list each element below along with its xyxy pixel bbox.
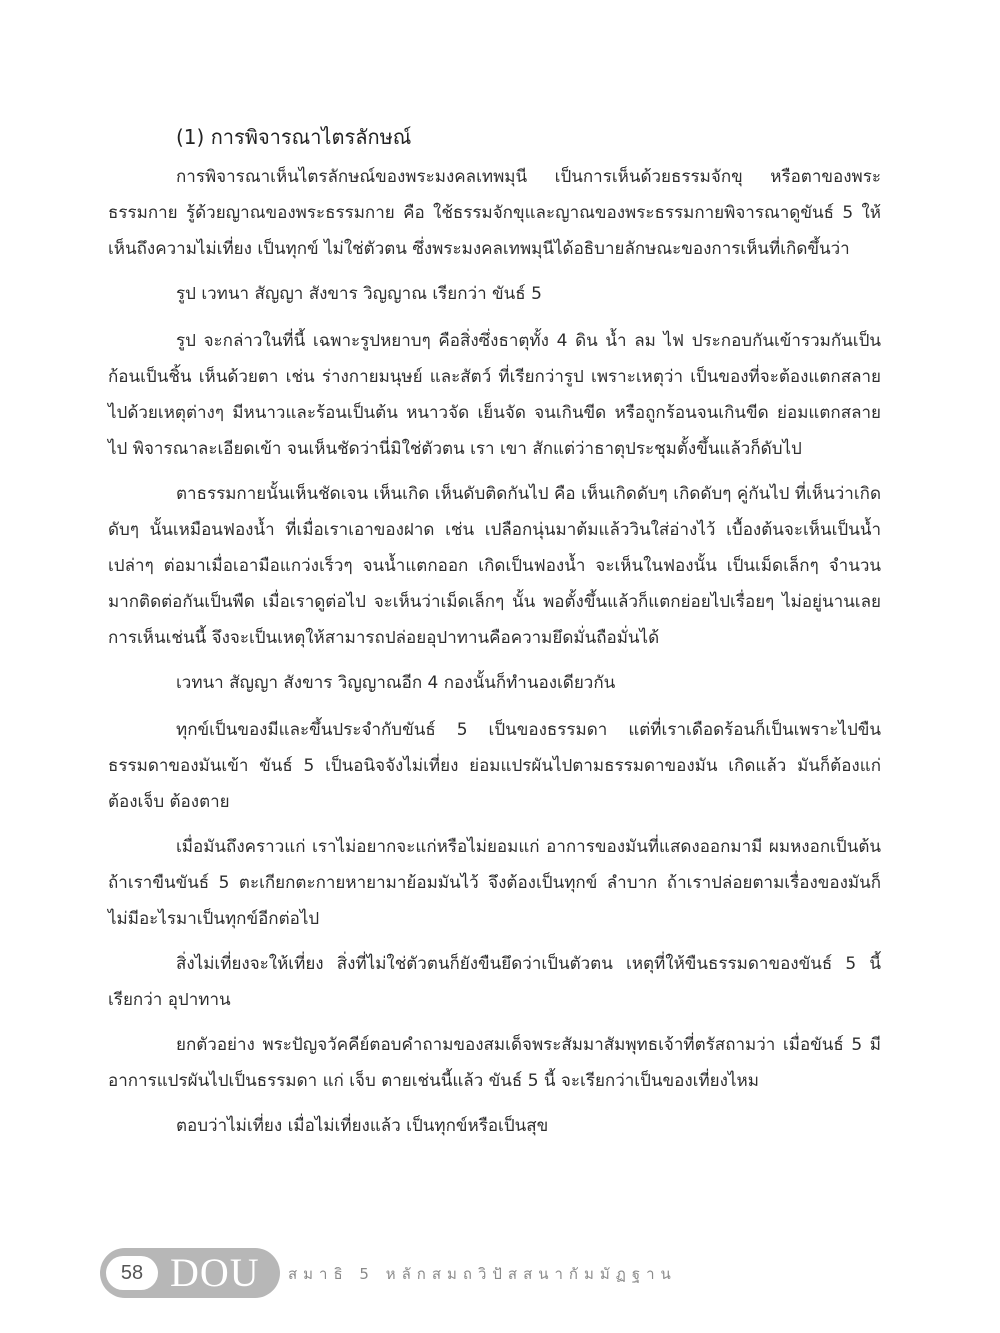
section-heading: (1) การพิจารณาไตรลักษณ์ xyxy=(176,125,412,149)
running-title: สมาธิ 5 หลักสมถวิปัสสนากัมมัฏฐาน xyxy=(288,1265,677,1283)
paragraph: เมื่อมันถึงคราวแก่ เราไม่อยากจะแก่หรือไม่ยอมแก่ อาการของมันที่แสดงออกมามี ผมหงอกเป็นต้น ถ้าเราขืนขันธ์ 5 ตะเกียกตะกายหายามาย้อมมันไว้ จึงต้องเป็นทุกข์ ลำบาก ถ้าเราปล่อยตามเรื่องของมันก็ไม่มีอะไรมาเป็นทุกข์อีกต่อไป xyxy=(108,837,881,929)
dou-logo: DOU xyxy=(170,1250,260,1295)
paragraph: ตาธรรมกายนั้นเห็นชัดเจน เห็นเกิด เห็นดับติดกันไป คือ เห็นเกิดดับๆ เกิดดับๆ คู่กันไป ที่เห็นว่าเกิดดับๆ นั้นเหมือนฟองน้ำ ที่เมื่อเราเอาของฝาด เช่น เปลือกนุ่นมาต้มแล้ววินใส่อ่างไว้ เบื้องต้นจะเห็นเป็นน้ำเปล่าๆ ต่อมาเมื่อเอามือแกว่งเร็วๆ จนน้ำแตกออก เกิดเป็นฟองน้ำ จะเห็นในฟองนั้น เป็นเม็ดเล็กๆ จำนวนมากติดต่อกันเป็นพืด เมื่อเราดูต่อไป จะเห็นว่าเม็ดเล็กๆ นั้น พอตั้งขึ้นแล้วก็แตกย่อยไปเรื่อยๆ ไม่อยู่นานเลย การเห็นเช่นนี้ จึงจะเป็นเหตุให้สามารถปล่อยอุปาทานคือความยึดมั่นถือมั่นได้ xyxy=(108,484,881,648)
paragraph: การพิจารณาเห็นไตรลักษณ์ของพระมงคลเทพมุนี เป็นการเห็นด้วยธรรมจักขุ หรือตาของพระธรรมกาย รู้ด้วยญาณของพระธรรมกาย คือ ใช้ธรรมจักขุและญาณของพระธรรมกายพิจารณาดูขันธ์ 5 ให้เห็นถึงความไม่เที่ยง เป็นทุกข์ ไม่ใช่ตัวตน ซึ่งพระมงคลเทพมุนีได้อธิบายลักษณะของการเห็นที่เกิดขึ้นว่า xyxy=(108,167,881,259)
paragraph: รูป เวทนา สัญญา สังขาร วิญญาณ เรียกว่า ขันธ์ 5 xyxy=(176,284,542,304)
page-footer xyxy=(100,1248,800,1300)
paragraph: ตอบว่าไม่เที่ยง เมื่อไม่เที่ยงแล้ว เป็นทุกข์หรือเป็นสุข xyxy=(176,1116,549,1136)
paragraph: สิ่งไม่เที่ยงจะให้เที่ยง สิ่งที่ไม่ใช่ตัวตนก็ยังขืนยึดว่าเป็นตัวตน เหตุที่ให้ขืนธรรมดาของขันธ์ 5 นี้ เรียกว่า อุปาทาน xyxy=(108,954,881,1010)
paragraph: ทุกข์เป็นของมีและขึ้นประจำกับขันธ์ 5 เป็นของธรรมดา แต่ที่เราเดือดร้อนก็เป็นเพราะไปขืนธรรมดาของมันเข้า ขันธ์ 5 เป็นอนิจจังไม่เที่ยง ย่อมแปรผันไปตามธรรมดาของมัน เกิดแล้ว มันก็ต้องแก่ ต้องเจ็บ ต้องตาย xyxy=(108,720,881,812)
paragraph: ยกตัวอย่าง พระปัญจวัคคีย์ตอบคำถามของสมเด็จพระสัมมาสัมพุทธเจ้าที่ตรัสถามว่า เมื่อขันธ์ 5 มีอาการแปรผันไปเป็นธรรมดา แก่ เจ็บ ตายเช่นนี้แล้ว ขันธ์ 5 นี้ จะเรียกว่าเป็นของเที่ยงไหม xyxy=(108,1035,881,1091)
paragraph: รูป จะกล่าวในที่นี้ เฉพาะรูปหยาบๆ คือสิ่งซึ่งธาตุทั้ง 4 ดิน น้ำ ลม ไฟ ประกอบกันเข้ารวมกันเป็นก้อนเป็นชิ้น เห็นด้วยตา เช่น ร่างกายมนุษย์ และสัตว์ ที่เรียกว่ารูป เพราะเหตุว่า เป็นของที่จะต้องแตกสลายไปด้วยเหตุต่างๆ มีหนาวและร้อนเป็นต้น หนาวจัด เย็นจัด จนเกินขีด หรือถูกร้อนจนเกินขีด ย่อมแตกสลายไป พิจารณาละเอียดเข้า จนเห็นชัดว่านี่มิใช่ตัวตน เรา เขา สักแต่ว่าธาตุประชุมตั้งขึ้นแล้วก็ดับไป xyxy=(108,331,881,459)
paragraph: เวทนา สัญญา สังขาร วิญญาณอีก 4 กองนั้นก็ทำนองเดียวกัน xyxy=(176,673,616,693)
page-number: 58 xyxy=(106,1256,158,1290)
page-content xyxy=(108,115,881,1155)
footer-badge xyxy=(100,1248,280,1298)
